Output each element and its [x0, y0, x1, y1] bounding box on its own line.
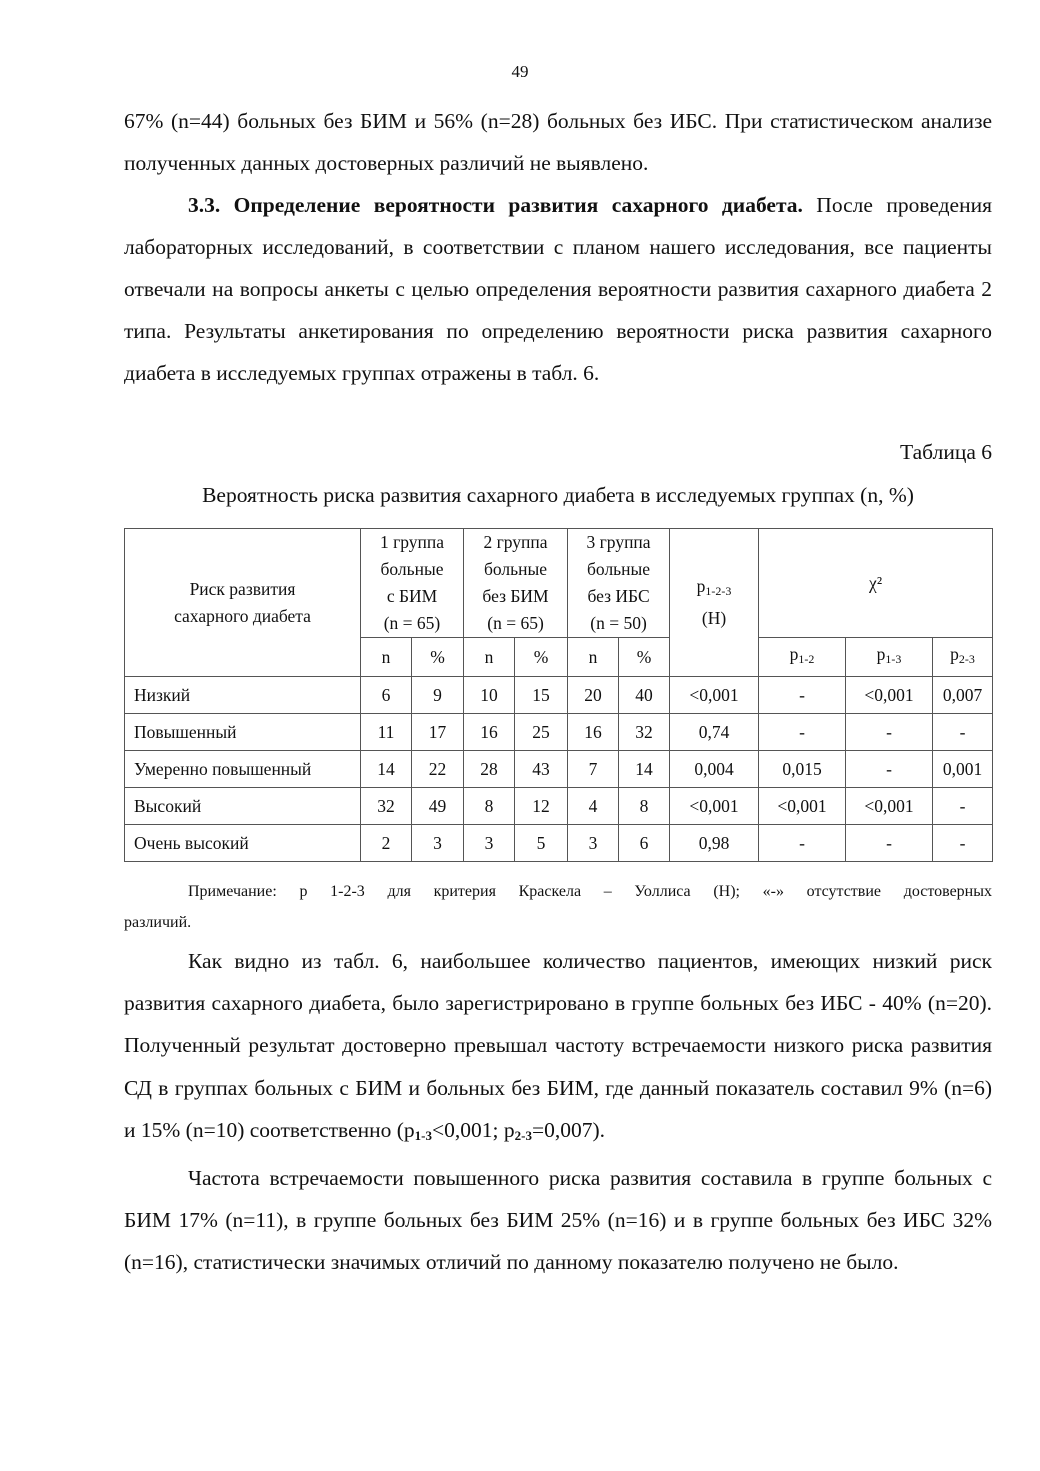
paragraph-3: Как видно из табл. 6, наибольшее количество пациентов, имеющих низкий риск развития сахарного диабета, было зарегистрировано в группе больных без ИБС - 40% (n=20). Полученный результат достоверно превышал частоту встречаемости низкого риска развития СД в группах больных с БИМ и больных без БИМ, где данный показатель составил 9% (n=6) и 15% (n=10) соответственно ($p_{1-3}<0,001$; $p_{2-3}=0,007$).: [124, 949, 992, 1143]
cell-label: Умеренно повышенный: [125, 751, 361, 788]
cell-g1p: 22: [412, 751, 464, 788]
cell-g3n: 16: [568, 714, 619, 751]
header-g3-n: n: [568, 638, 619, 677]
cell-g3p: 6: [619, 825, 670, 862]
header-chi-square: χ²: [759, 529, 993, 638]
paragraph-1: 67% (n=44) больных без БИМ и 56% (n=28) больных без ИБС. При статистическом анализе полученных данных достоверных различий не выявлено.: [124, 109, 992, 175]
header-g2-n: n: [464, 638, 515, 677]
header-p123: p1-2-3 (H): [670, 529, 759, 677]
cell-label: Низкий: [125, 677, 361, 714]
cell-g1n: 6: [361, 677, 412, 714]
header-p12: p1-2: [759, 638, 846, 677]
cell-p13: -: [846, 714, 933, 751]
cell-p13: <0,001: [846, 677, 933, 714]
header-group-3: 3 группа больные без ИБС (n = 50): [568, 529, 670, 638]
cell-g1n: 11: [361, 714, 412, 751]
table-note-line-2: различий.: [124, 914, 192, 931]
cell-p23: -: [933, 825, 993, 862]
cell-g3n: 4: [568, 788, 619, 825]
header-g1-pct: %: [412, 638, 464, 677]
cell-p12: -: [759, 677, 846, 714]
cell-g3n: 7: [568, 751, 619, 788]
cell-p23: -: [933, 714, 993, 751]
cell-g2n: 16: [464, 714, 515, 751]
cell-g1p: 3: [412, 825, 464, 862]
header-risk: Риск развития сахарного диабета: [125, 529, 361, 677]
cell-g1p: 49: [412, 788, 464, 825]
cell-p23: 0,007: [933, 677, 993, 714]
cell-label: Очень высокий: [125, 825, 361, 862]
cell-g3p: 40: [619, 677, 670, 714]
cell-label: Повышенный: [125, 714, 361, 751]
cell-p12: -: [759, 825, 846, 862]
table-row: [125, 714, 993, 751]
cell-p12: <0,001: [759, 788, 846, 825]
cell-g2p: 15: [515, 677, 568, 714]
cell-g1n: 2: [361, 825, 412, 862]
cell-g3p: 8: [619, 788, 670, 825]
cell-g2p: 12: [515, 788, 568, 825]
cell-g2p: 5: [515, 825, 568, 862]
table-label: Таблица 6: [900, 440, 992, 464]
cell-g3n: 20: [568, 677, 619, 714]
section-heading: 3.3. Определение вероятности развития сахарного диабета.: [188, 193, 803, 217]
text-block-top: [124, 100, 992, 394]
cell-g2n: 28: [464, 751, 515, 788]
cell-g2n: 3: [464, 825, 515, 862]
cell-g1p: 9: [412, 677, 464, 714]
cell-g2n: 8: [464, 788, 515, 825]
header-p13: p1-3: [846, 638, 933, 677]
cell-p13: -: [846, 825, 933, 862]
header-g3-pct: %: [619, 638, 670, 677]
cell-g2p: 43: [515, 751, 568, 788]
table-row: [125, 751, 993, 788]
risk-table: [124, 528, 993, 862]
header-p23: p2-3: [933, 638, 993, 677]
cell-p13: <0,001: [846, 788, 933, 825]
cell-g1n: 14: [361, 751, 412, 788]
cell-g2p: 25: [515, 714, 568, 751]
cell-p123: <0,001: [670, 788, 759, 825]
text-block-bottom: [124, 940, 992, 1284]
header-group-1: 1 группа больные с БИМ (n = 65): [361, 529, 464, 638]
cell-p123: 0,98: [670, 825, 759, 862]
paragraph-2-text: После проведения лабораторных исследований, в соответствии с планом нашего исследования, все пациенты отвечали на вопросы анкеты с целью определения вероятности развития сахарного диабета 2 типа. Результаты анкетирования по определению вероятности риска развития сахарного диабета в исследуемых группах отражены в табл. 6.: [124, 193, 992, 385]
cell-p23: 0,001: [933, 751, 993, 788]
cell-p13: -: [846, 751, 933, 788]
cell-p23: -: [933, 788, 993, 825]
table-note-line-1: Примечание: р 1-2-3 для критерия Краскела – Уоллиса (Н); «-» отсутствие достоверных: [188, 883, 992, 900]
cell-p12: -: [759, 714, 846, 751]
cell-g3p: 32: [619, 714, 670, 751]
cell-p123: <0,001: [670, 677, 759, 714]
table-title: Вероятность риска развития сахарного диабета в исследуемых группах (n, %): [202, 483, 914, 507]
cell-g1p: 17: [412, 714, 464, 751]
header-g1-n: n: [361, 638, 412, 677]
cell-g3n: 3: [568, 825, 619, 862]
header-group-2: 2 группа больные без БИМ (n = 65): [464, 529, 568, 638]
cell-g1n: 32: [361, 788, 412, 825]
paragraph-4: Частота встречаемости повышенного риска развития составила в группе больных с БИМ 17% (n=11), в группе больных без БИМ 25% (n=16) и в группе больных без ИБС 32% (n=16), статистически значимых отличий по данному показателю получено не было.: [124, 1166, 992, 1275]
cell-p123: 0,004: [670, 751, 759, 788]
header-g2-pct: %: [515, 638, 568, 677]
cell-p12: 0,015: [759, 751, 846, 788]
table-row: [125, 677, 993, 714]
cell-p123: 0,74: [670, 714, 759, 751]
table-row: [125, 788, 993, 825]
table-note: [124, 876, 992, 938]
page-number: 49: [511, 62, 529, 81]
paragraph-2: [124, 184, 992, 394]
table-row: [125, 825, 993, 862]
cell-g3p: 14: [619, 751, 670, 788]
cell-g2n: 10: [464, 677, 515, 714]
cell-label: Высокий: [125, 788, 361, 825]
